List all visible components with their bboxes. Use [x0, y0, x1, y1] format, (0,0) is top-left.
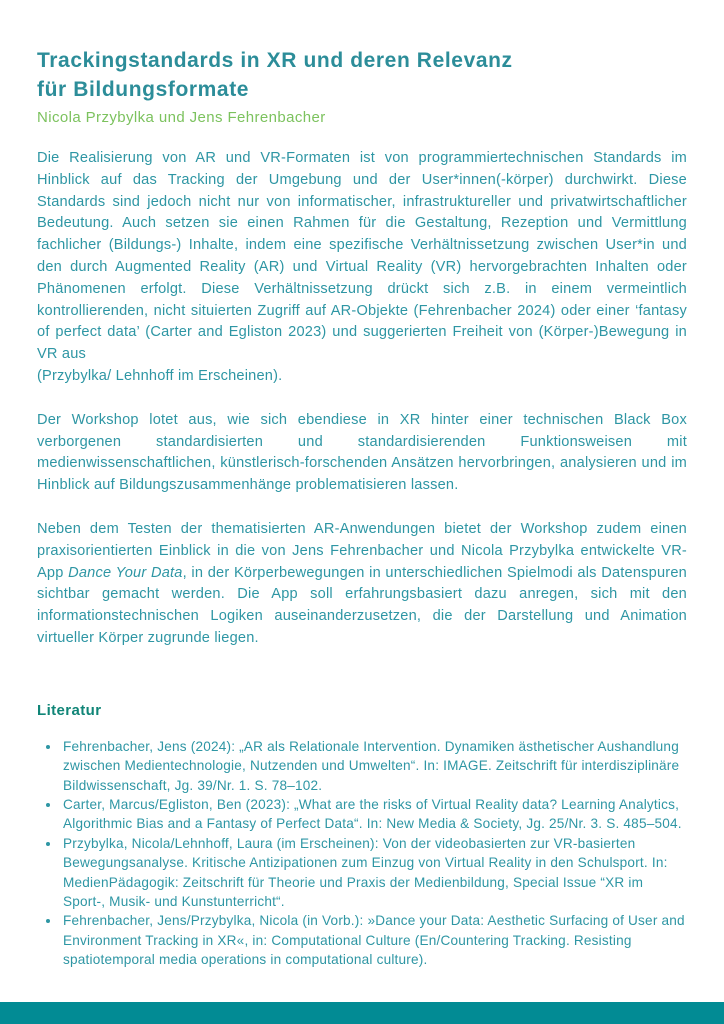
page-title-line-2: für Bildungsformate [37, 78, 250, 101]
abstract-paragraph-1 [37, 148, 687, 388]
literature-list [37, 737, 687, 970]
abstract-paragraph-2: Der Workshop lotet aus, wie sich ebendiese in XR hinter einer technischen Black Box verborgenen standardisierten und standardisierenden Funktionsweisen mit medienwissenschaftlichen, künstlerisch-forschenden Ansätzen hervorbringen, analysieren und im Hinblick auf Bildungszusammenhänge problematisieren lassen. [37, 411, 687, 494]
abstract-paragraph-1-lastline: (Przybylka/ Lehnhoff im Erscheinen). [37, 367, 283, 384]
literature-item-4: • Fehrenbacher, Jens/Przybylka, Nicola (in Vorb.): »Dance your Data: Aesthetic Surfacing of User and Environment Tracking in XR«, in: Computational Culture (En/Countering Tracking. Resisting spatiotemporal media operations in computational culture). [61, 911, 687, 969]
page-title [37, 46, 687, 104]
literature-item-1: • Fehrenbacher, Jens (2024): „AR als Relationale Intervention. Dynamiken ästhetischer Aushandlung zwischen Medientechnologie, Nutzenden und Umwelten“. In: IMAGE. Zeitschrift für interdisziplinäre Bildwissenschaft, Jg. 39/Nr. 1. S. 78–102. [61, 737, 687, 795]
abstract-paragraph-3-after: , in der Körperbewegungen in unterschiedlichen Spielmodi als Datenspuren sichtbar gemacht werden. Die App soll erfahrungsbasiert dazu anregen, sich mit den informationstechnischen Logiken auseinanderzusetzen, die der Darstellung und Animation virtueller Körper zugrunde liegen. [37, 564, 687, 646]
page-title-line-1: Trackingstandards in XR und deren Relevanz [37, 49, 513, 72]
footer-accent-bar [0, 1002, 724, 1024]
literature-item-3: • Przybylka, Nicola/Lehnhoff, Laura (im Erscheinen): Von der videobasierten zur VR-basierten Bewegungsanalyse. Kritische Antizipationen zum Einzug von Virtual Reality in den Schulsport. In: MedienPädagogik: Zeitschrift für Theorie und Praxis der Medienbildung, Special Issue “XR im Sport-, Musik- und Kunstunterricht“. [61, 834, 687, 912]
literature-heading: Literatur [37, 701, 102, 719]
abstract-paragraph-3 [37, 519, 687, 650]
literature-item-2: • Carter, Marcus/Egliston, Ben (2023): „What are the risks of Virtual Reality data? Learning Analytics, Algorithmic Bias and a Fantasy of Perfect Data“. In: New Media & Society, Jg. 25/Nr. 3. S. 485–504. [61, 795, 687, 834]
authors-byline: Nicola Przybylka und Jens Fehrenbacher [37, 109, 326, 126]
app-name-italic: Dance Your Data [68, 564, 183, 581]
abstract-paragraph-1-text: Die Realisierung von AR und VR-Formaten ist von programmiertechnischen Standards im Hinblick auf das Tracking der Umgebung und der User*innen(-körper) durchwirkt. Diese Standards sind jedoch nicht nur von informatischer, infrastruktureller und privatwirtschaftlicher Bedeutung. Auch setzen sie einen Rahmen für die Gestaltung, Rezeption und Vermittlung fachlicher (Bildungs-) Inhalte, indem eine spezifische Verhältnissetzung zwischen User*in und den durch Augmented Reality (AR) und Virtual Reality (VR) hervorgebrachten Inhalten oder Phänomenen erfolgt. Diese Verhältnissetzung drückt sich z.B. in einem vermeintlich kontrollierenden, nicht situierten Zugriff auf AR-Objekte (Fehrenbacher 2024) oder einer ‘fantasy of perfect data’ (Carter and Egliston 2023) und suggerierten Freiheit von (Körper-)Bewegung in VR aus [37, 150, 687, 363]
abstract-paragraph-3-before: Neben dem Testen der thematisierten AR-Anwendungen bietet der Workshop zudem einen praxisorientierten Einblick in die von Jens Fehrenbacher und Nicola Przybylka entwickelte VR-App [37, 520, 687, 581]
